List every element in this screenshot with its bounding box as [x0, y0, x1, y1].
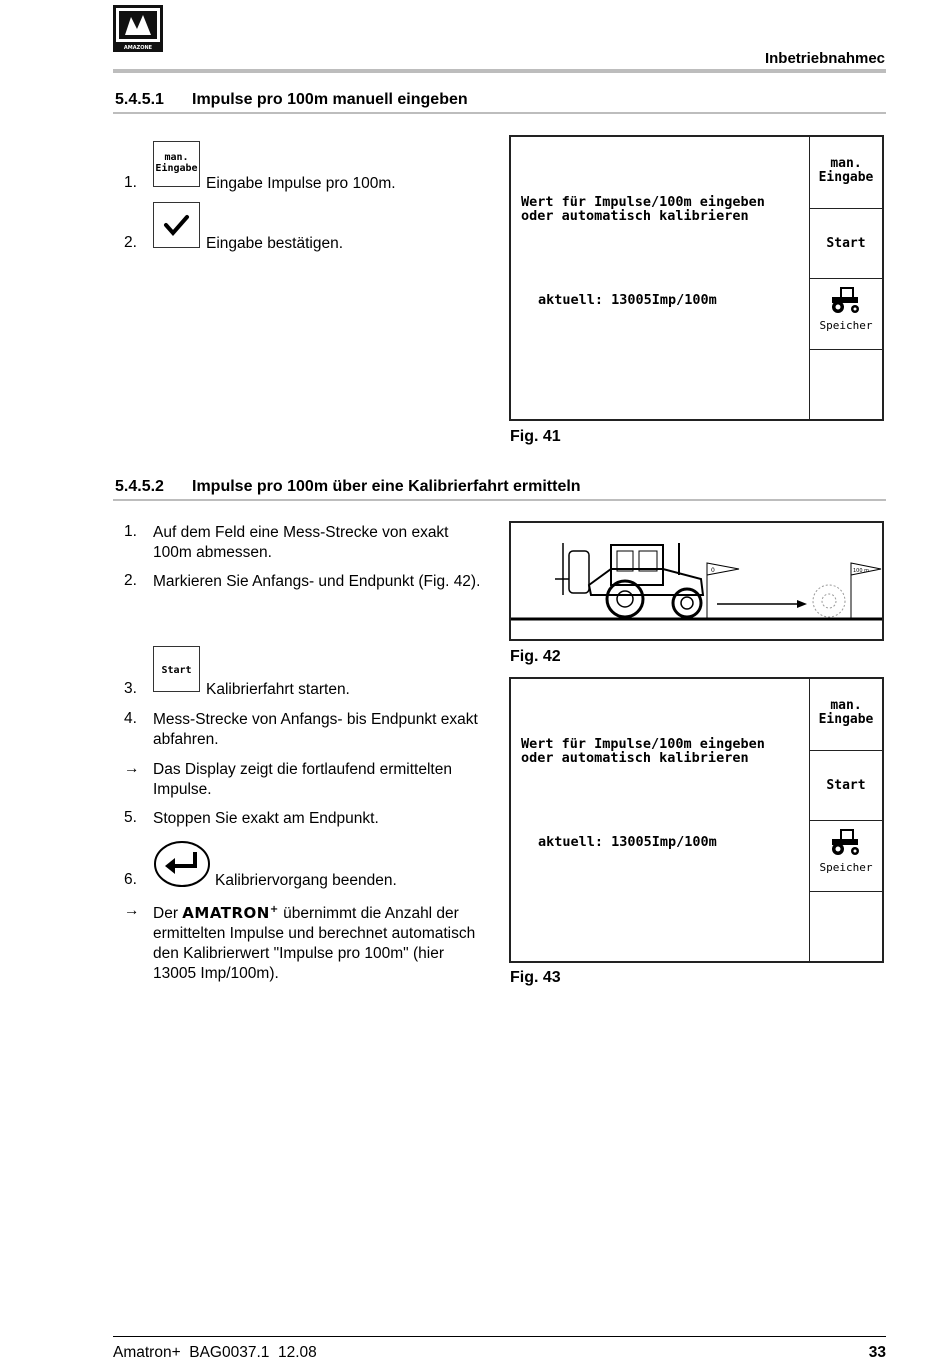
- step-text: Markieren Sie Anfangs- und Endpunkt (Fig. 42).: [153, 573, 481, 590]
- step-text: Kalibrierfahrt starten.: [206, 681, 350, 698]
- header-rule: [113, 69, 886, 73]
- page-number: 33: [868, 1344, 886, 1361]
- check-icon: [154, 203, 199, 247]
- result-arrow: →: [124, 902, 140, 919]
- section-number: 5.4.5.1: [115, 91, 164, 108]
- section-heading-1: [115, 91, 468, 109]
- section-rule: [113, 112, 886, 114]
- section-title: Impulse pro 100m über eine Kalibrierfahrt ermitteln: [192, 478, 581, 495]
- footer-doc-id: Amatron+ BAG0037.1 12.08: [113, 1344, 317, 1361]
- step-number: 2.: [124, 572, 137, 589]
- footer-rule: [113, 1336, 886, 1337]
- softkey-manual-entry[interactable]: man. Eingabe: [810, 137, 882, 209]
- terminal-screen-fig41: [509, 135, 884, 421]
- section-rule: [113, 499, 886, 501]
- step-text: Auf dem Feld eine Mess-Strecke von exakt 100m abmessen.: [153, 524, 449, 561]
- svg-text:AMAZONE: AMAZONE: [123, 45, 153, 51]
- softkey-start[interactable]: Start: [810, 209, 882, 279]
- softkey-manual-entry[interactable]: man. Eingabe: [810, 679, 882, 751]
- enter-key: [153, 840, 211, 888]
- flag-end-label: 100 m: [853, 568, 870, 574]
- amazone-logo: [113, 5, 163, 52]
- step-number: 2.: [124, 234, 137, 251]
- step-number: 3.: [124, 680, 137, 697]
- step-text: Kalibriervorgang beenden.: [215, 872, 397, 889]
- screen-line-2: oder automatisch kalibrieren: [521, 750, 749, 766]
- softkey-memory[interactable]: Speicher: [810, 821, 882, 892]
- section-title: Impulse pro 100m manuell eingeben: [192, 91, 468, 108]
- section-number: 5.4.5.2: [115, 478, 164, 495]
- screen-current-value: aktuell: 13005Imp/100m: [538, 292, 717, 308]
- result-text: Der AMATRON+ übernimmt die Anzahl der ermittelten Impulse und berechnet automatisch den Kalibrierwert "Impulse pro 100m" (hier 13005 Imp/100m).: [153, 904, 476, 982]
- screen-current-value: aktuell: 13005Imp/100m: [538, 834, 717, 850]
- step-number: 1.: [124, 174, 137, 191]
- enter-icon: [153, 840, 211, 888]
- logo-icon: [113, 5, 163, 52]
- step-text: Eingabe bestätigen.: [206, 235, 344, 252]
- figure-caption: Fig. 43: [510, 969, 561, 986]
- softkey-column: [809, 137, 882, 419]
- flag-start-label: 0: [711, 567, 715, 574]
- manual-entry-key: man. Eingabe: [153, 141, 200, 187]
- step-number: 4.: [124, 710, 137, 727]
- step-number: 6.: [124, 871, 137, 888]
- softkey-start[interactable]: Start: [810, 751, 882, 821]
- figure-caption: Fig. 42: [510, 648, 561, 665]
- step-number: 1.: [124, 523, 137, 540]
- screen-line-1: Wert für Impulse/100m eingeben: [521, 736, 765, 752]
- step-text: Mess-Strecke von Anfangs- bis Endpunkt exakt abfahren.: [153, 711, 478, 748]
- section-heading-2: [115, 478, 581, 496]
- calibration-illustration: [509, 521, 884, 641]
- terminal-screen-fig43: [509, 677, 884, 963]
- step-text: Eingabe Impulse pro 100m.: [206, 175, 396, 192]
- step-text: Stoppen Sie exakt am Endpunkt.: [153, 810, 379, 827]
- start-key: Start: [153, 646, 200, 692]
- tractor-icon: [829, 285, 863, 315]
- screen-line-2: oder automatisch kalibrieren: [521, 208, 749, 224]
- screen-line-1: Wert für Impulse/100m eingeben: [521, 194, 765, 210]
- result-text: Das Display zeigt die fortlaufend ermittelten Impulse.: [153, 761, 452, 798]
- tractor-field-diagram: [511, 523, 882, 639]
- figure-caption: Fig. 41: [510, 428, 561, 445]
- step-number: 5.: [124, 809, 137, 826]
- softkey-column: [809, 679, 882, 961]
- softkey-memory[interactable]: Speicher: [810, 279, 882, 350]
- tractor-icon: [829, 827, 863, 857]
- header-title: Inbetriebnahmec: [764, 50, 885, 67]
- amatron-brand: AMATRON+: [182, 904, 279, 922]
- confirm-key: [153, 202, 200, 248]
- result-arrow: →: [124, 760, 140, 777]
